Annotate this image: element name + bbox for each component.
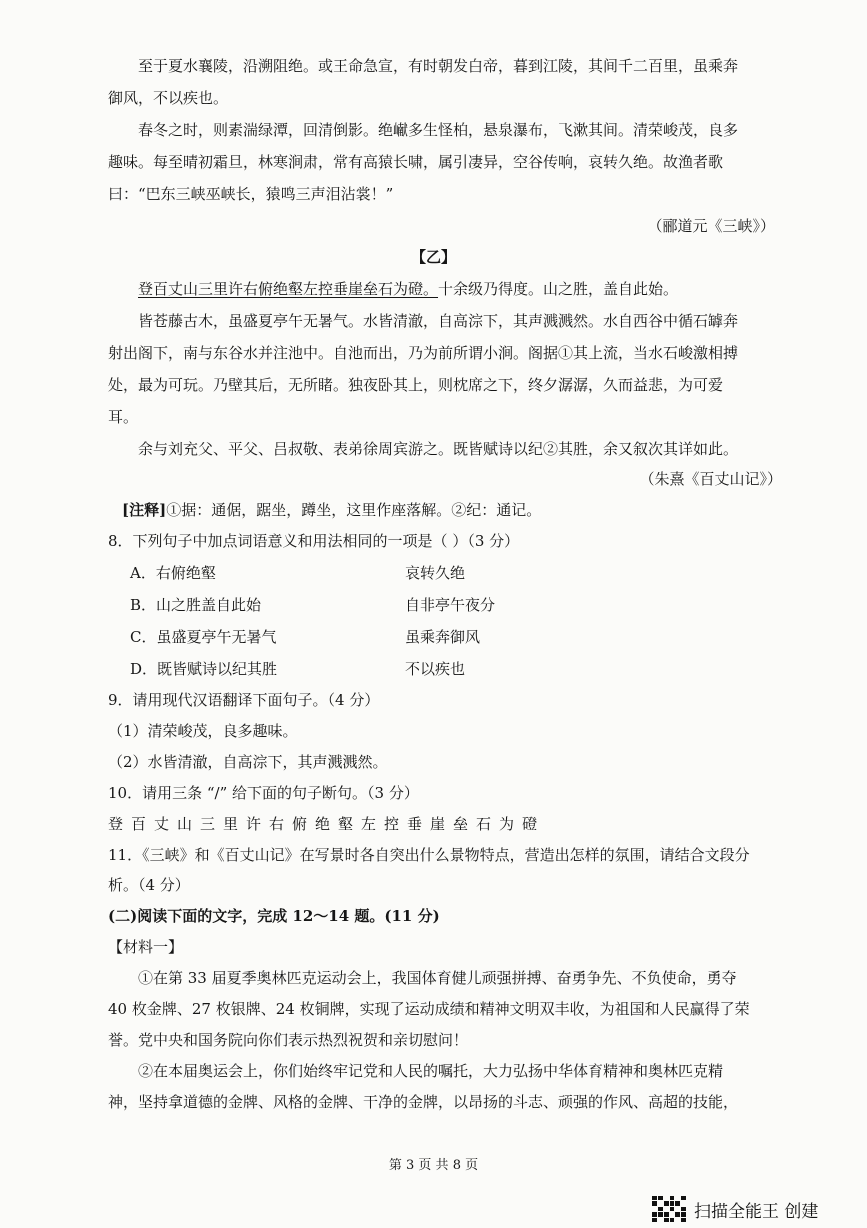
passage-jia-p2-line2: 趣味。每至晴初霜旦，林寒涧肃，常有高猿长啸，属引凄异，空谷传响，哀转久绝。故渔者歌 <box>108 153 724 171</box>
material-1-label: 【材料一】 <box>108 938 184 956</box>
passage-yi-p2-line2: 射出阁下，南与东谷水并注池中。自池而出，乃为前所谓小涧。阁据①其上流，当水石峻激相搏 <box>108 344 739 362</box>
passage-yi-p2-line4: 耳。 <box>108 408 139 426</box>
q8-option-b-right: 自非亭午夜分 <box>405 596 496 614</box>
material-1-p1-line2: 40 枚金牌、27 枚银牌、24 枚铜牌，实现了运动成绩和精神文明双丰收，为祖国和人民赢得了荣 <box>108 1000 750 1018</box>
section-2-heading: (二)阅读下面的文字，完成 12～14 题。(11 分) <box>108 907 440 925</box>
passage-jia-source: （郦道元《三峡》） <box>647 217 775 235</box>
watermark-text: 扫描全能王 创建 <box>694 1201 819 1222</box>
page-number: 第 3 页 共 8 页 <box>388 1158 479 1173</box>
question-9-stem: 9．请用现代汉语翻译下面句子。（4 分） <box>108 691 380 709</box>
question-10-stem: 10．请用三条 “/” 给下面的句子断句。（3 分） <box>108 784 419 802</box>
q8-option-c-left: C．虽盛夏亭午无暑气 <box>130 628 277 646</box>
scanner-watermark <box>652 1196 818 1222</box>
q8-option-d-right: 不以疾也 <box>405 660 466 678</box>
q8-option-b-left: B．山之胜盖自此始 <box>130 596 262 614</box>
material-1-p2-line2: 神，坚持拿道德的金牌、风格的金牌、干净的金牌，以昂扬的斗志、顽强的作风、高超的技能， <box>108 1093 739 1111</box>
passage-yi-p2-line3: 处，最为可玩。乃壁其后，无所睹。独夜卧其上，则枕席之下，终夕潺潺，久而益悲，为可爱 <box>108 376 724 394</box>
question-9-sentence-1: （1）清荣峻茂，良多趣味。 <box>108 722 298 740</box>
question-8-stem: 8．下列句子中加点词语意义和用法相同的一项是（ ）（3 分） <box>108 532 520 550</box>
question-11-line1: 11．《三峡》和《百丈山记》在写景时各自突出什么景物特点，营造出怎样的氛围，请结合文段分 <box>108 846 750 864</box>
passage-yi-line1-rest: 十余级乃得度。山之胜，盖自此始。 <box>438 280 679 298</box>
passage-jia-p1-line2: 御风，不以疾也。 <box>108 89 229 107</box>
passage-yi-source: （朱熹《百丈山记》） <box>639 470 782 488</box>
passage-yi-p3-line1: 余与刘充父、平父、吕叔敬、表弟徐周宾游之。既皆赋诗以纪②其胜，余又叙次其详如此。 <box>138 440 739 458</box>
passage-yi-p2-line1: 皆苍藤古木，虽盛夏亭午无暑气。水皆清澈，自高淙下，其声溅溅然。水自西谷中循石罅奔 <box>138 312 739 330</box>
passage-yi-underlined-sentence: 登百丈山三里许右俯绝壑左控垂崖垒石为磴。 <box>138 280 439 298</box>
q8-option-a-right: 哀转久绝 <box>405 564 466 582</box>
q8-option-c-right: 虽乘奔御风 <box>405 628 481 646</box>
annotation-text: ①据：通倨，踞坐，蹲坐，这里作座落解。②纪：通记。 <box>166 501 542 519</box>
qr-code-icon <box>652 1196 686 1222</box>
q8-option-d-left: D．既皆赋诗以纪其胜 <box>130 660 278 678</box>
passage-jia-p2-line3: 曰：“巴东三峡巫峡长，猿鸣三声泪沾裳！” <box>108 185 394 203</box>
annotation <box>122 499 541 521</box>
question-10-sentence: 登百丈山三里许右俯绝壑左控垂崖垒石为磴 <box>108 815 546 833</box>
material-1-p2-line1: ②在本届奥运会上，你们始终牢记党和人民的嘱托，大力弘扬中华体育精神和奥林匹克精 <box>138 1062 724 1080</box>
passage-yi-heading: 【乙】 <box>410 248 456 266</box>
annotation-label: [注释] <box>122 501 167 519</box>
question-11-line2: 析。（4 分） <box>108 876 190 894</box>
question-9-sentence-2: （2）水皆清澈，自高淙下，其声溅溅然。 <box>108 753 388 771</box>
material-1-p1-line3: 誉。党中央和国务院向你们表示热烈祝贺和亲切慰问！ <box>108 1031 469 1049</box>
passage-jia-p2-line1: 春冬之时，则素湍绿潭，回清倒影。绝𪩘多生怪柏，悬泉瀑布，飞漱其间。清荣峻茂，良多 <box>138 121 739 139</box>
material-1-p1-line1: ①在第 33 届夏季奥林匹克运动会上，我国体育健儿顽强拼搏、奋勇争先、不负使命，勇夺 <box>138 969 737 987</box>
passage-jia-p1-line1: 至于夏水襄陵，沿溯阻绝。或王命急宣，有时朝发白帝，暮到江陵，其间千二百里，虽乘奔 <box>138 57 739 75</box>
passage-yi-line1 <box>138 278 678 300</box>
q8-option-a-left: A．右俯绝壑 <box>130 564 216 582</box>
